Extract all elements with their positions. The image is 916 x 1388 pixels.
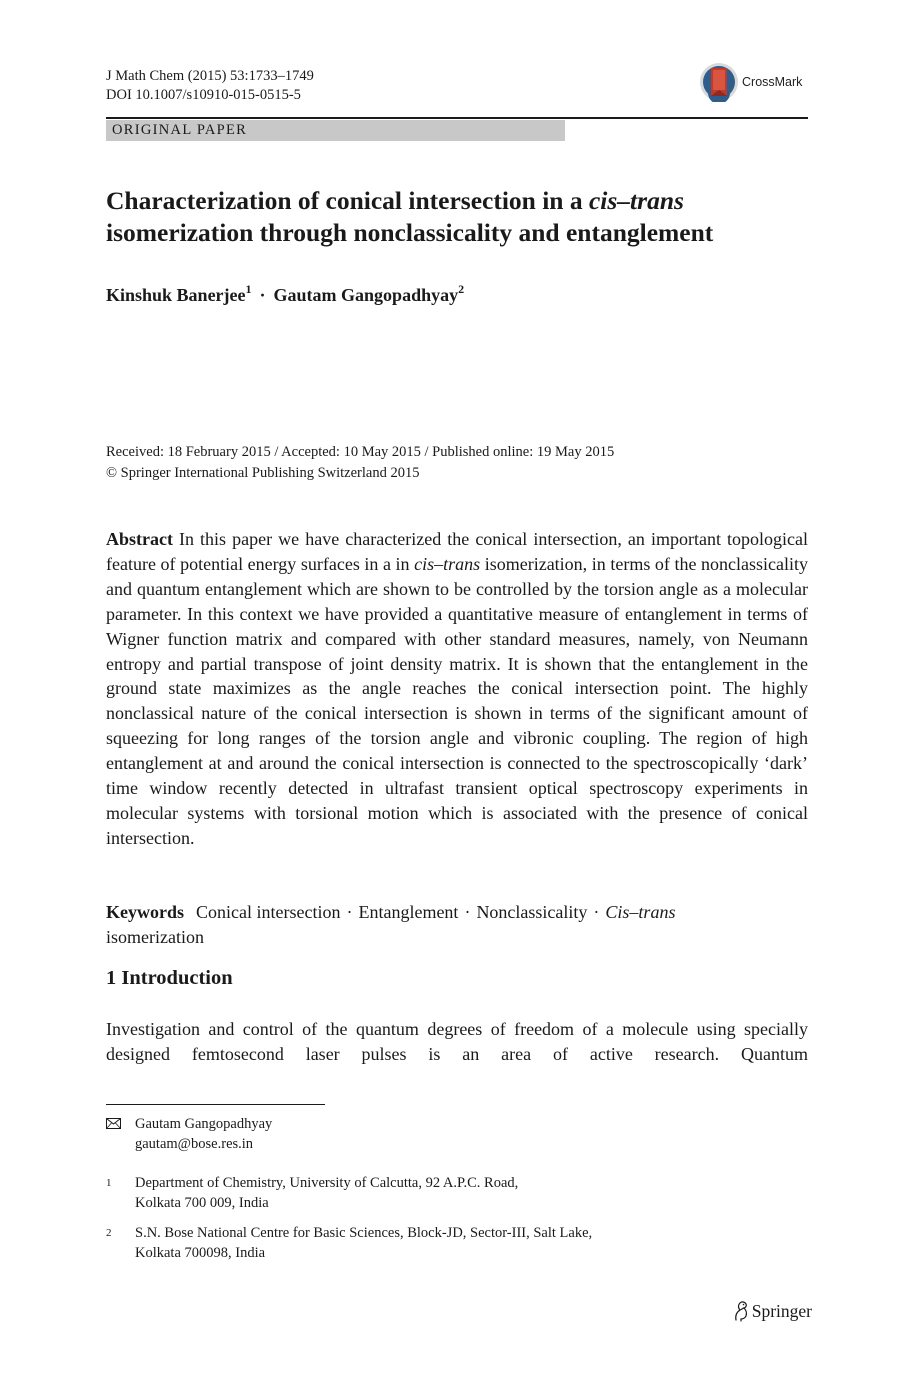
keyword-item-rest: isomerization bbox=[106, 927, 204, 947]
affiliation-number: 2 bbox=[106, 1227, 112, 1239]
crossmark-badge[interactable] bbox=[699, 60, 811, 104]
author-list bbox=[106, 283, 464, 307]
affiliation-note bbox=[106, 1223, 592, 1263]
title-part-1: Characterization of conical intersection in a bbox=[106, 186, 589, 215]
copyright-line: © Springer International Publishing Switzerland 2015 bbox=[106, 465, 420, 481]
keyword-item: Conical intersection bbox=[196, 902, 341, 922]
section-heading bbox=[106, 965, 233, 991]
keywords-label: Keywords bbox=[106, 902, 184, 922]
title-italic: cis–trans bbox=[588, 186, 684, 215]
article-page bbox=[106, 0, 812, 1388]
journal-citation bbox=[106, 67, 314, 105]
publisher-logo bbox=[722, 1298, 812, 1324]
envelope-icon bbox=[106, 1118, 121, 1129]
journal-line-1: J Math Chem (2015) 53:1733–1749 bbox=[106, 68, 314, 84]
affiliation-number: 1 bbox=[106, 1177, 112, 1189]
paper-title bbox=[106, 185, 808, 249]
author-affil-mark: 2 bbox=[458, 282, 465, 296]
affiliation-line: Department of Chemistry, University of Calcutta, 92 A.P.C. Road, bbox=[135, 1175, 519, 1191]
header-rule bbox=[106, 117, 808, 119]
affiliation-line: Kolkata 700098, India bbox=[135, 1245, 266, 1261]
article-type-label: ORIGINAL PAPER bbox=[106, 120, 565, 141]
date-history: Received: 18 February 2015 / Accepted: 10 May 2015 / Published online: 19 May 2015 bbox=[106, 444, 615, 460]
author-affil-mark: 1 bbox=[245, 282, 252, 296]
abstract bbox=[106, 527, 808, 851]
section-number: 1 bbox=[106, 967, 117, 989]
envelope-mark bbox=[106, 1114, 130, 1135]
keyword-item-italic: Cis–trans bbox=[605, 902, 676, 922]
corresponding-name: Gautam Gangopadhyay bbox=[135, 1116, 273, 1132]
affiliation-mark bbox=[106, 1173, 130, 1198]
author-name[interactable]: Kinshuk Banerjee bbox=[106, 285, 246, 305]
affiliation-line: Kolkata 700 009, India bbox=[135, 1195, 269, 1211]
keyword-separator: · bbox=[593, 902, 600, 922]
author-name[interactable]: Gautam Gangopadhyay bbox=[273, 285, 459, 305]
title-part-2: isomerization through nonclassicality and entanglement bbox=[106, 218, 714, 247]
section-title: Introduction bbox=[121, 967, 233, 989]
corresponding-author-note bbox=[106, 1114, 272, 1154]
crossmark-label: CrossMark bbox=[742, 75, 803, 89]
abstract-italic: cis–trans bbox=[414, 553, 481, 574]
abstract-text-a: In this paper we have characterized the conical intersection, an important topological feature of potential energy surfaces in a in bbox=[106, 529, 808, 574]
publisher-name: Springer bbox=[751, 1300, 812, 1321]
springer-horse-icon bbox=[732, 1300, 750, 1322]
affiliation-mark bbox=[106, 1223, 130, 1248]
publication-history bbox=[106, 442, 614, 484]
footnote-rule bbox=[106, 1104, 325, 1105]
intro-paragraph: Investigation and control of the quantum degrees of freedom of a molecule using specially designed femtosecond laser pulses is an area of active research. Quantum bbox=[106, 1019, 808, 1064]
abstract-label: Abstract bbox=[106, 529, 173, 549]
corresponding-email[interactable]: gautam@bose.res.in bbox=[135, 1136, 254, 1152]
author-separator: · bbox=[259, 285, 266, 305]
keyword-separator: · bbox=[464, 902, 471, 922]
affiliation-note bbox=[106, 1173, 518, 1213]
keyword-item: Entanglement bbox=[358, 902, 459, 922]
abstract-text-b: isomerization, in terms of the nonclassicality and quantum entanglement which are shown to be controlled by the torsion angle as a molecular parameter. In this context we have provided a quantitative measure of entanglement in terms of Wigner function matrix and compared with other standard measures, namely, von Neumann entropy and partial transpose of joint density matrix. It is shown that the entanglement in the ground state maximizes as the angle reaches the conical intersection point. The highly nonclassical nature of the conical intersection is shown in terms of the significant amount of squeezing for long ranges of the torsion angle and vibronic coupling. The region of high entanglement at and around the conical intersection is connected to the spectroscopically ‘dark’ time window recently detected in ultrafast transient optical spectroscopy experiments in molecular systems with torsional motion which is associated with the presence of conical intersection. bbox=[106, 553, 808, 848]
affiliation-line: S.N. Bose National Centre for Basic Sciences, Block-JD, Sector-III, Salt Lake, bbox=[135, 1225, 593, 1241]
crossmark-icon bbox=[699, 62, 739, 102]
keywords bbox=[106, 900, 808, 950]
keyword-separator: · bbox=[346, 902, 353, 922]
keyword-item: Nonclassicality bbox=[476, 902, 588, 922]
journal-doi[interactable]: DOI 10.1007/s10910-015-0515-5 bbox=[106, 87, 301, 103]
